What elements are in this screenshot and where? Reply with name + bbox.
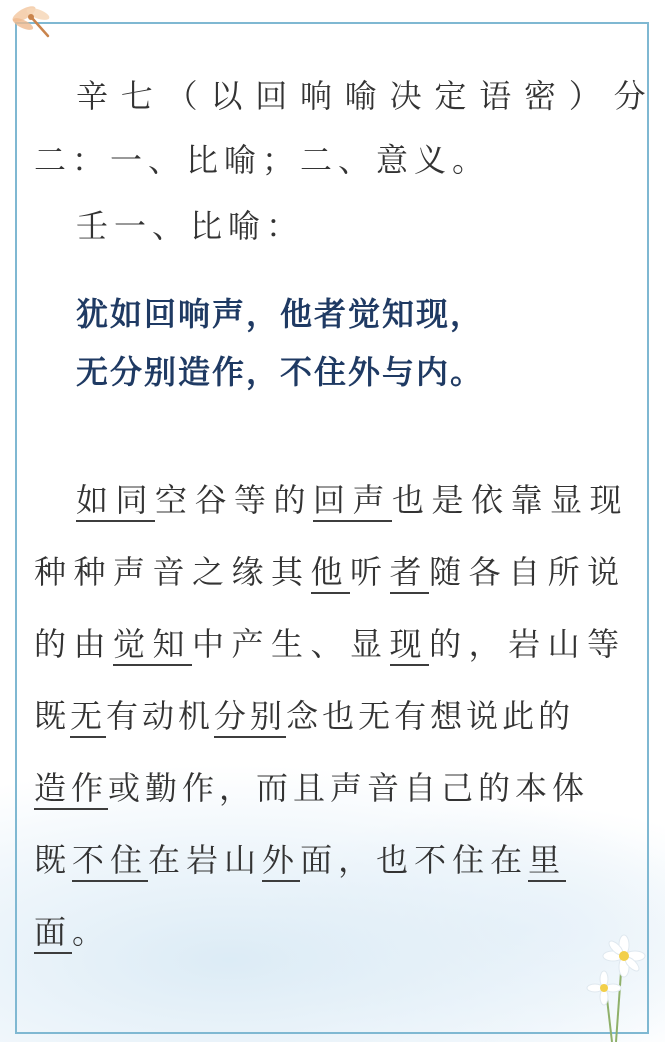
intro-text-1: 辛七（以回响喻决定语密）分 [76,77,659,115]
commentary-line-5 [34,768,589,808]
verse-text-1: 犹如回响声，他者觉知现， [76,295,485,333]
underlined-term: 他 [311,554,351,594]
text-run: 的由 [34,625,114,663]
verse-line-1 [76,294,484,334]
text-run: 种种声音之缘其 [34,553,311,591]
intro-line-2 [34,140,490,180]
text-run: 面，也不住在 [300,841,529,879]
commentary-line-4 [34,696,574,736]
text-run: 有动机 [106,697,215,735]
underlined-term: 回声 [313,482,392,522]
verse-line-2 [76,352,484,392]
underlined-term: 觉知 [113,626,192,666]
intro-line-1 [76,76,658,116]
text-run: 也是依靠显现 [392,481,630,519]
text-run: 随各自所说 [429,553,627,591]
underlined-term: 如同 [76,482,155,522]
underlined-term: 造作 [34,770,108,810]
text-run: 空谷等的 [155,481,314,519]
intro-text-2: 二：一、比喻；二、意义。 [34,141,491,179]
underlined-term: 分别 [214,698,286,738]
underlined-term: 现 [390,626,430,666]
daisy-flowers-icon [576,920,662,1042]
dragonfly-icon [8,2,56,42]
text-run: 既 [34,697,71,735]
text-run: 念也无有想说此的 [286,697,575,735]
underlined-term: 无 [70,698,106,738]
commentary-line-7 [34,912,110,952]
verse-text-2: 无分别造作，不住外与内。 [76,353,485,391]
intro-line-3 [76,206,304,246]
underlined-term: 者 [390,554,430,594]
underlined-term: 里 [528,842,566,882]
underlined-term: 外 [262,842,300,882]
text-run: 。 [72,913,111,951]
text-run: 听 [350,553,390,591]
commentary-line-1 [76,480,629,520]
commentary-line-2 [34,552,627,592]
text-run: 中产生、显 [192,625,390,663]
text-run: 的，岩山等 [429,625,627,663]
commentary-line-6 [34,840,566,880]
text-run: 在岩山 [148,841,263,879]
underlined-term: 面 [34,914,72,954]
commentary-line-3 [34,624,627,664]
text-run: 或勤作，而且声音自己的本体 [108,769,590,807]
text-run: 既 [34,841,73,879]
section-heading: 壬一、比喻： [76,207,305,245]
underlined-term: 不住 [72,842,148,882]
